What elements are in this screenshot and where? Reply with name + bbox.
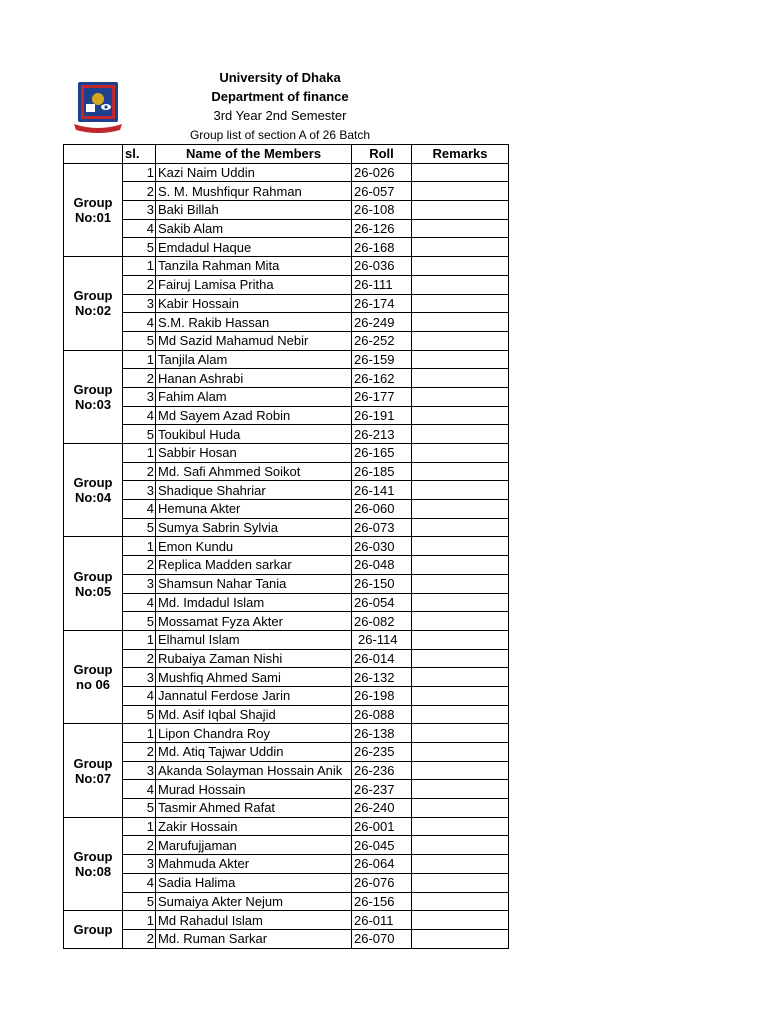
- member-name: Jannatul Ferdose Jarin: [156, 686, 352, 705]
- member-roll: 26-235: [352, 743, 412, 762]
- member-roll: 26-165: [352, 444, 412, 463]
- semester-title: 3rd Year 2nd Semester: [213, 108, 347, 123]
- member-sl: 1: [123, 444, 156, 463]
- member-sl: 3: [123, 668, 156, 687]
- table-row: [64, 556, 509, 575]
- member-roll: 26-126: [352, 219, 412, 238]
- member-remarks: [412, 743, 509, 762]
- member-name: Replica Madden sarkar: [156, 556, 352, 575]
- column-header-roll: Roll: [352, 145, 412, 164]
- member-sl: 1: [123, 350, 156, 369]
- column-header-group: [64, 145, 123, 164]
- group-label: Group No:08: [64, 817, 123, 910]
- member-name: Emon Kundu: [156, 537, 352, 556]
- member-name: Mossamat Fyza Akter: [156, 612, 352, 631]
- member-remarks: [412, 163, 509, 182]
- member-name: Tasmir Ahmed Rafat: [156, 799, 352, 818]
- member-remarks: [412, 799, 509, 818]
- group-label: Group No:07: [64, 724, 123, 817]
- member-name: Shamsun Nahar Tania: [156, 574, 352, 593]
- member-remarks: [412, 238, 509, 257]
- member-sl: 5: [123, 612, 156, 631]
- member-name: Md. Atiq Tajwar Uddin: [156, 743, 352, 762]
- member-roll: 26-174: [352, 294, 412, 313]
- member-name: Baki Billah: [156, 201, 352, 220]
- member-sl: 5: [123, 892, 156, 911]
- member-sl: 1: [123, 537, 156, 556]
- member-remarks: [412, 574, 509, 593]
- member-remarks: [412, 518, 509, 537]
- table-row: [64, 444, 509, 463]
- member-remarks: [412, 219, 509, 238]
- member-name: Sabbir Hosan: [156, 444, 352, 463]
- table-row: [64, 593, 509, 612]
- member-remarks: [412, 686, 509, 705]
- group-label: Group No:04: [64, 444, 123, 537]
- member-name: S. M. Mushfiqur Rahman: [156, 182, 352, 201]
- member-remarks: [412, 929, 509, 948]
- table-row: [64, 743, 509, 762]
- member-remarks: [412, 873, 509, 892]
- member-name: Tanjila Alam: [156, 350, 352, 369]
- table-body: [64, 163, 509, 948]
- member-sl: 4: [123, 313, 156, 332]
- table-row: [64, 892, 509, 911]
- member-sl: 5: [123, 799, 156, 818]
- member-sl: 2: [123, 649, 156, 668]
- table-row: [64, 201, 509, 220]
- member-name: Md. Safi Ahmmed Soikot: [156, 462, 352, 481]
- member-roll: 26-070: [352, 929, 412, 948]
- table-row: [64, 275, 509, 294]
- member-name: Hanan Ashrabi: [156, 369, 352, 388]
- table-row: [64, 612, 509, 631]
- table-row: [64, 313, 509, 332]
- member-sl: 3: [123, 855, 156, 874]
- member-name: Kabir Hossain: [156, 294, 352, 313]
- member-roll: 26-252: [352, 331, 412, 350]
- table-row: [64, 331, 509, 350]
- table-row: [64, 369, 509, 388]
- member-roll: 26-036: [352, 257, 412, 276]
- member-sl: 2: [123, 275, 156, 294]
- member-remarks: [412, 836, 509, 855]
- member-remarks: [412, 425, 509, 444]
- member-sl: 1: [123, 817, 156, 836]
- member-sl: 2: [123, 836, 156, 855]
- member-roll: 26-064: [352, 855, 412, 874]
- member-remarks: [412, 668, 509, 687]
- member-name: Marufujjaman: [156, 836, 352, 855]
- member-remarks: [412, 761, 509, 780]
- member-remarks: [412, 294, 509, 313]
- table-row: [64, 761, 509, 780]
- member-sl: 1: [123, 257, 156, 276]
- member-name: Sumya Sabrin Sylvia: [156, 518, 352, 537]
- table-row: [64, 500, 509, 519]
- table-row: [64, 537, 509, 556]
- member-roll: 26-026: [352, 163, 412, 182]
- member-roll: 26-057: [352, 182, 412, 201]
- member-sl: 2: [123, 182, 156, 201]
- table-row: [64, 182, 509, 201]
- member-name: Sadia Halima: [156, 873, 352, 892]
- member-name: Md Sayem Azad Robin: [156, 406, 352, 425]
- member-name: Rubaiya Zaman Nishi: [156, 649, 352, 668]
- table-row: [64, 481, 509, 500]
- member-name: Fahim Alam: [156, 387, 352, 406]
- member-remarks: [412, 201, 509, 220]
- member-roll: 26-054: [352, 593, 412, 612]
- member-remarks: [412, 892, 509, 911]
- member-name: Mahmuda Akter: [156, 855, 352, 874]
- member-name: Toukibul Huda: [156, 425, 352, 444]
- member-remarks: [412, 612, 509, 631]
- table-header-row: [64, 145, 509, 164]
- member-sl: 3: [123, 761, 156, 780]
- group-list-table: [63, 144, 509, 949]
- member-sl: 5: [123, 331, 156, 350]
- table-row: [64, 294, 509, 313]
- table-row: [64, 238, 509, 257]
- member-roll: 26-191: [352, 406, 412, 425]
- member-roll: 26-249: [352, 313, 412, 332]
- member-remarks: [412, 406, 509, 425]
- group-label: Group No:01: [64, 163, 123, 256]
- table-row: [64, 873, 509, 892]
- member-remarks: [412, 444, 509, 463]
- table-row: [64, 387, 509, 406]
- member-sl: 4: [123, 873, 156, 892]
- page-bottom-margin: [0, 950, 768, 1024]
- member-remarks: [412, 537, 509, 556]
- member-remarks: [412, 780, 509, 799]
- member-remarks: [412, 313, 509, 332]
- member-sl: 4: [123, 406, 156, 425]
- member-roll: 26-108: [352, 201, 412, 220]
- member-remarks: [412, 593, 509, 612]
- table-row: [64, 406, 509, 425]
- member-roll: 26-240: [352, 799, 412, 818]
- member-sl: 4: [123, 686, 156, 705]
- member-remarks: [412, 500, 509, 519]
- member-sl: 2: [123, 369, 156, 388]
- table-row: [64, 836, 509, 855]
- member-sl: 3: [123, 387, 156, 406]
- member-sl: 2: [123, 743, 156, 762]
- table-row: [64, 705, 509, 724]
- table-row: [64, 574, 509, 593]
- member-name: Murad Hossain: [156, 780, 352, 799]
- table-row: [64, 163, 509, 182]
- group-label: Group No:03: [64, 350, 123, 443]
- member-roll: 26-237: [352, 780, 412, 799]
- member-remarks: [412, 724, 509, 743]
- column-header-name: Name of the Members: [156, 145, 352, 164]
- member-remarks: [412, 817, 509, 836]
- member-roll: 26-060: [352, 500, 412, 519]
- member-name: Shadique Shahriar: [156, 481, 352, 500]
- member-remarks: [412, 649, 509, 668]
- member-name: Kazi Naim Uddin: [156, 163, 352, 182]
- member-name: Elhamul Islam: [156, 630, 352, 649]
- table-row: [64, 855, 509, 874]
- member-sl: 5: [123, 705, 156, 724]
- column-header-sl: sl.: [123, 145, 156, 164]
- member-sl: 3: [123, 574, 156, 593]
- group-label: Group No:02: [64, 257, 123, 350]
- member-roll: 26-076: [352, 873, 412, 892]
- member-roll: 26-114: [352, 630, 412, 649]
- group-label: Group: [64, 911, 123, 948]
- member-roll: 26-159: [352, 350, 412, 369]
- member-name: Emdadul Haque: [156, 238, 352, 257]
- member-name: Akanda Solayman Hossain Anik: [156, 761, 352, 780]
- department-title: Department of finance: [211, 89, 349, 104]
- member-sl: 1: [123, 724, 156, 743]
- member-name: Md Rahadul Islam: [156, 911, 352, 930]
- member-roll: 26-185: [352, 462, 412, 481]
- member-remarks: [412, 182, 509, 201]
- table-row: [64, 668, 509, 687]
- member-remarks: [412, 855, 509, 874]
- member-remarks: [412, 350, 509, 369]
- member-sl: 1: [123, 630, 156, 649]
- member-sl: 4: [123, 593, 156, 612]
- member-roll: 26-236: [352, 761, 412, 780]
- member-remarks: [412, 462, 509, 481]
- member-name: Md. Ruman Sarkar: [156, 929, 352, 948]
- table-row: [64, 929, 509, 948]
- table-row: [64, 425, 509, 444]
- member-name: Sakib Alam: [156, 219, 352, 238]
- table-row: [64, 817, 509, 836]
- member-roll: 26-132: [352, 668, 412, 687]
- member-roll: 26-001: [352, 817, 412, 836]
- member-remarks: [412, 556, 509, 575]
- member-roll: 26-177: [352, 387, 412, 406]
- member-sl: 5: [123, 238, 156, 257]
- university-logo-icon: [72, 80, 124, 136]
- member-roll: 26-213: [352, 425, 412, 444]
- table-row: [64, 257, 509, 276]
- member-roll: 26-045: [352, 836, 412, 855]
- member-name: Zakir Hossain: [156, 817, 352, 836]
- member-roll: 26-162: [352, 369, 412, 388]
- member-name: Fairuj Lamisa Pritha: [156, 275, 352, 294]
- member-remarks: [412, 387, 509, 406]
- member-remarks: [412, 257, 509, 276]
- table-row: [64, 649, 509, 668]
- member-remarks: [412, 331, 509, 350]
- member-roll: 26-073: [352, 518, 412, 537]
- member-roll: 26-198: [352, 686, 412, 705]
- member-name: Sumaiya Akter Nejum: [156, 892, 352, 911]
- member-roll: 26-048: [352, 556, 412, 575]
- member-sl: 1: [123, 911, 156, 930]
- member-roll: 26-156: [352, 892, 412, 911]
- table-row: [64, 350, 509, 369]
- member-name: Tanzila Rahman Mita: [156, 257, 352, 276]
- member-sl: 2: [123, 929, 156, 948]
- table-row: [64, 799, 509, 818]
- group-label: Group no 06: [64, 630, 123, 723]
- member-name: Md. Asif Iqbal Shajid: [156, 705, 352, 724]
- member-remarks: [412, 275, 509, 294]
- member-roll: 26-138: [352, 724, 412, 743]
- member-remarks: [412, 630, 509, 649]
- table-row: [64, 462, 509, 481]
- member-sl: 1: [123, 163, 156, 182]
- member-remarks: [412, 481, 509, 500]
- member-sl: 3: [123, 481, 156, 500]
- table-row: [64, 780, 509, 799]
- group-label: Group No:05: [64, 537, 123, 630]
- table-row: [64, 219, 509, 238]
- member-name: S.M. Rakib Hassan: [156, 313, 352, 332]
- member-sl: 4: [123, 219, 156, 238]
- member-roll: 26-088: [352, 705, 412, 724]
- member-roll: 26-141: [352, 481, 412, 500]
- member-name: Md. Imdadul Islam: [156, 593, 352, 612]
- member-remarks: [412, 369, 509, 388]
- university-title: University of Dhaka: [219, 70, 341, 85]
- table-row: [64, 630, 509, 649]
- member-name: Mushfiq Ahmed Sami: [156, 668, 352, 687]
- member-roll: 26-150: [352, 574, 412, 593]
- column-header-remarks: Remarks: [412, 145, 509, 164]
- member-sl: 5: [123, 425, 156, 444]
- member-roll: 26-030: [352, 537, 412, 556]
- member-sl: 4: [123, 500, 156, 519]
- table-row: [64, 518, 509, 537]
- member-remarks: [412, 911, 509, 930]
- member-sl: 2: [123, 556, 156, 575]
- member-name: Hemuna Akter: [156, 500, 352, 519]
- member-sl: 2: [123, 462, 156, 481]
- member-name: Md Sazid Mahamud Nebir: [156, 331, 352, 350]
- table-row: [64, 724, 509, 743]
- member-sl: 4: [123, 780, 156, 799]
- member-roll: 26-168: [352, 238, 412, 257]
- member-roll: 26-082: [352, 612, 412, 631]
- member-roll: 26-011: [352, 911, 412, 930]
- member-name: Lipon Chandra Roy: [156, 724, 352, 743]
- member-remarks: [412, 705, 509, 724]
- member-sl: 5: [123, 518, 156, 537]
- member-sl: 3: [123, 294, 156, 313]
- table-row: [64, 911, 509, 930]
- group-list-subtitle: Group list of section A of 26 Batch: [189, 128, 371, 142]
- member-roll: 26-014: [352, 649, 412, 668]
- table-row: [64, 686, 509, 705]
- member-sl: 3: [123, 201, 156, 220]
- member-roll: 26-111: [352, 275, 412, 294]
